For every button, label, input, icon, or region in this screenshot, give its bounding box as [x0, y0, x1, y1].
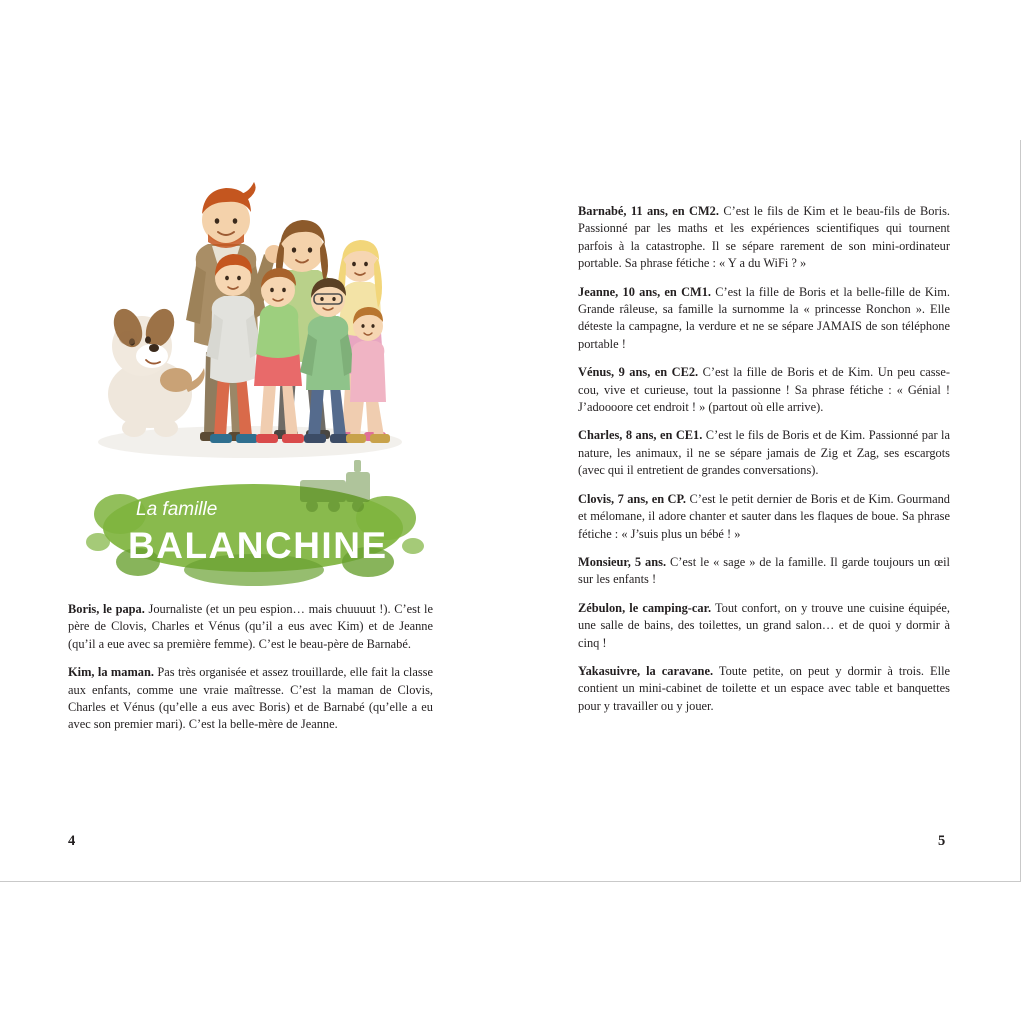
paragraph-yakasuivre [578, 663, 950, 715]
paragraph-lead: Kim, la maman. [68, 665, 154, 680]
right-column-text [578, 203, 950, 715]
logo-big-text: BALANCHINE [128, 525, 388, 566]
left-page [0, 0, 510, 882]
paragraph-body: C’est le fils de Kim et le beau-fils de Boris. Passionné par les maths et les expériences scientifiques qui tournent parfois à la catastrophe. Il se sépare rarement de son mini-ordinateur portable. Sa phrase fétiche : « Y a du WiFi ? » [578, 204, 950, 271]
paragraph-lead: Zébulon, le camping-car. [578, 600, 712, 615]
paragraph-body: C’est la fille de Boris et de Kim. Un peu casse-cou, vive et curieuse, tout la passionne ! Sa phrase fétiche : « Génial ! J’adoooore cet endroit ! » (partout où elle arrive). [578, 365, 950, 415]
paragraph-body: Toute petite, on peut y dormir à trois. Elle contient un mini-cabinet de toilette et un espace avec table et banquettes pour y travailler ou y jouer. [578, 663, 951, 713]
paragraph-monsieur [578, 554, 950, 589]
paragraph-lead: Barnabé, 11 ans, en CM2. [578, 204, 719, 218]
paragraph-body: C’est la fille de Boris et la belle-fille de Kim. Grande râleuse, sa famille la surnomme la « princesse Ronchon ». Elle déteste la campagne, la verdure et ne se sépare JAMAIS de son téléphone portable ! [578, 284, 951, 351]
paragraph-body: C’est le fils de Boris et de Kim. Passionné par la nature, les animaux, il ne se sépare jamais de Zig et Zag, ses escargots (avec qui il entretient de grandes conversations). [578, 428, 950, 478]
logo-small-text: La famille [136, 499, 218, 520]
paragraph-body: Pas très organisée et assez trouillarde, elle fait la classe aux enfants, comme une vraie maîtresse. C’est la maman de Clovis, Charles et Vénus (qu’elle a eus avec Boris) et de Barnabé (qu’elle a eu avec son premier mari). C’est la belle-mère de Jeanne. [68, 665, 434, 732]
paragraph-lead: Clovis, 7 ans, en CP. [578, 491, 687, 506]
family-illustration-svg [68, 142, 433, 590]
paragraph-charles [578, 427, 950, 479]
paragraph-kim [68, 664, 433, 734]
paragraph-lead: Monsieur, 5 ans. [578, 554, 667, 569]
left-column-text [68, 601, 433, 734]
paragraph-lead: Charles, 8 ans, en CE1. [578, 428, 703, 443]
page-number-left: 4 [68, 833, 76, 849]
paragraph-boris [68, 601, 433, 653]
paragraph-clovis [578, 491, 950, 543]
paragraph-lead: Boris, le papa. [68, 602, 145, 616]
family-illustration [68, 142, 433, 590]
paragraph-lead: Jeanne, 10 ans, en CM1. [578, 284, 712, 299]
paragraph-lead: Vénus, 9 ans, en CE2. [578, 365, 699, 380]
paragraph-body: C’est le petit dernier de Boris et de Kim. Gourmand et mélomane, il adore chanter et sauter dans les flaques de boue. Sa phrase fétiche : « J’suis plus un bébé ! » [578, 491, 951, 541]
paragraph-body: Journaliste (et un peu espion… mais chuuuut !). C’est le père de Clovis, Charles et Vénus (qu’il a eus avec Kim) et de Jeanne (qu’il a eue avec sa première femme). C’est le beau-père de Barnabé. [68, 602, 433, 651]
page-number-right: 5 [938, 833, 946, 849]
paragraph-body: Tout confort, on y trouve une cuisine équipée, une salle de bains, des toilettes, un grand salon… et de quoi y dormir à cinq ! [578, 600, 950, 650]
paragraph-jeanne [578, 284, 950, 354]
paragraph-lead: Yakasuivre, la caravane. [578, 663, 714, 678]
paragraph-venus [578, 364, 950, 416]
paragraph-body: C’est le « sage » de la famille. Il garde toujours un œil sur les enfants ! [578, 554, 950, 587]
paragraph-zebulon [578, 600, 950, 652]
paragraph-barnabe [578, 203, 950, 273]
